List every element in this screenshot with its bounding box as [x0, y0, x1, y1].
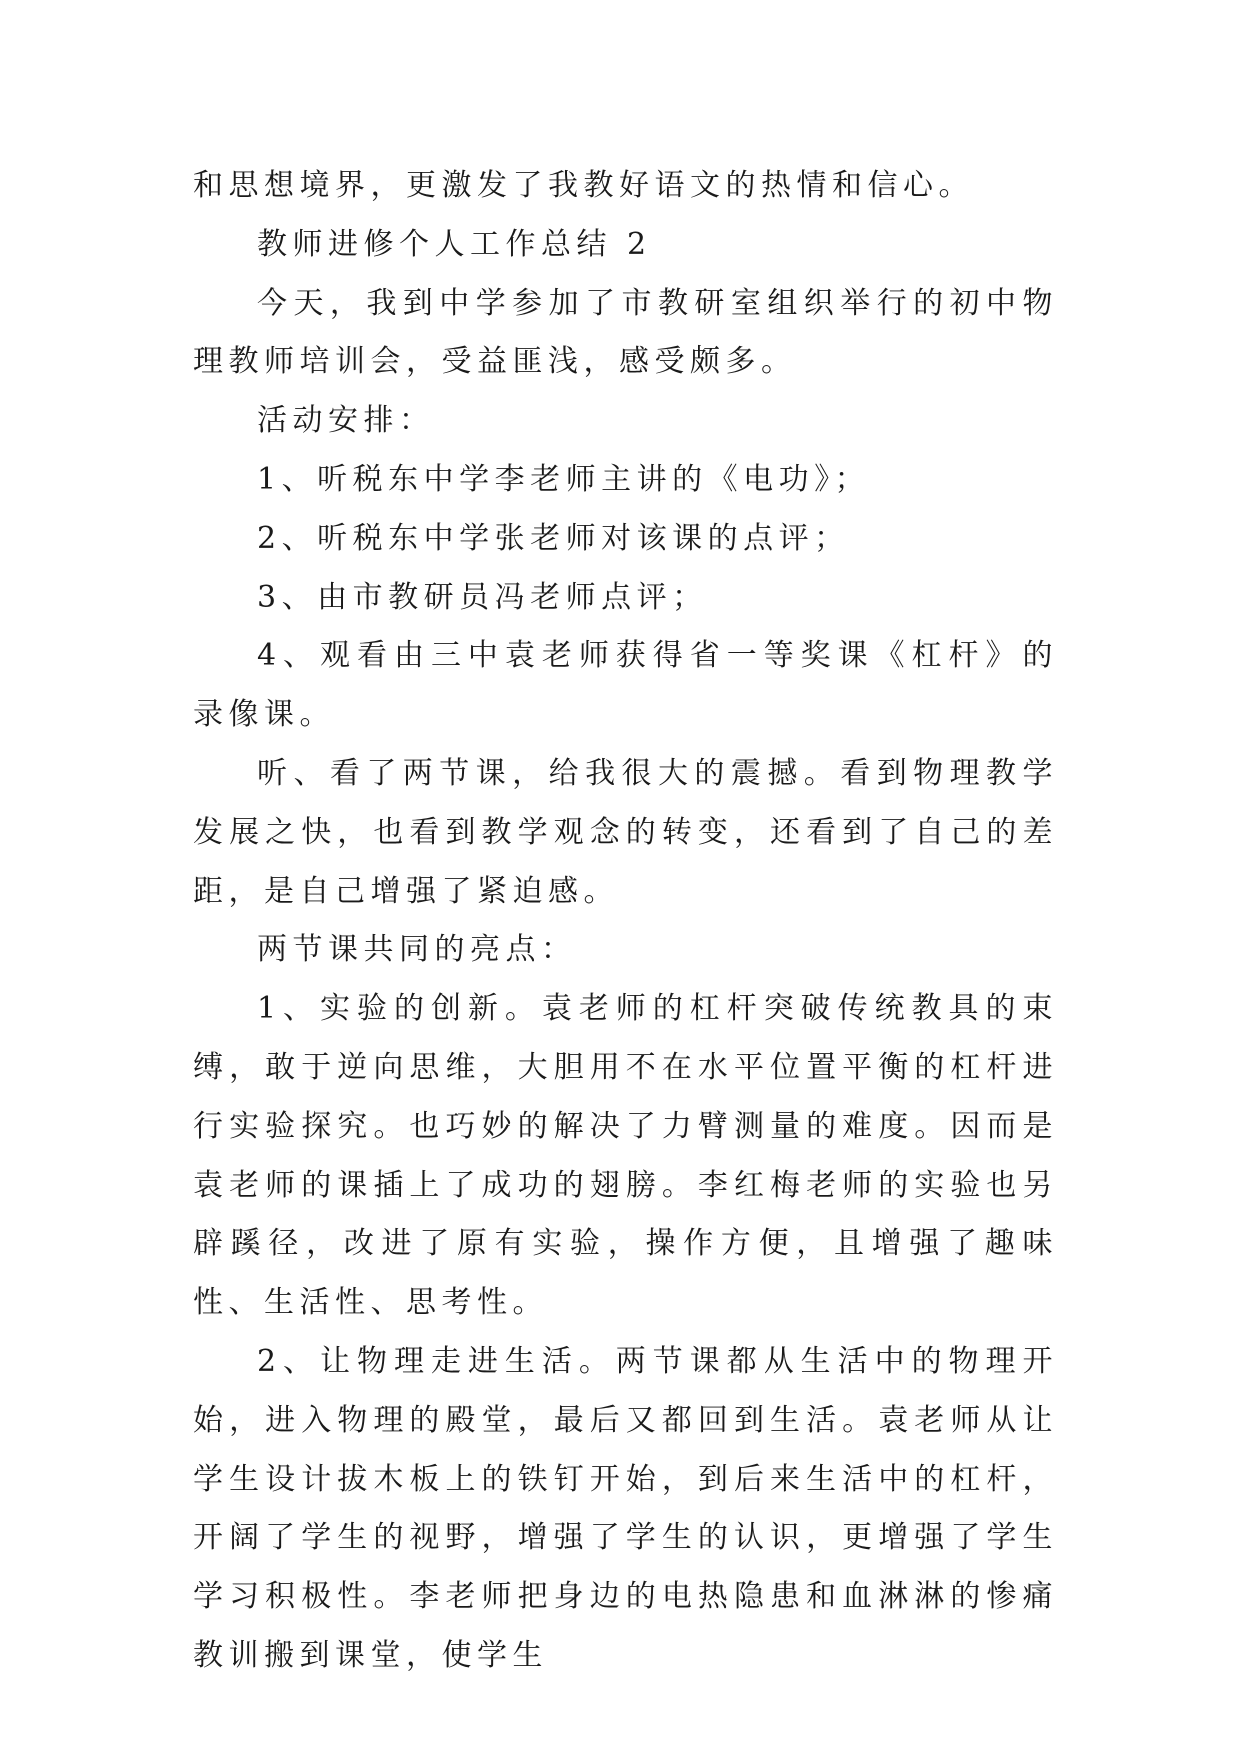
- paragraph-continuation: 和思想境界，更激发了我教好语文的热情和信心。: [193, 168, 974, 203]
- section-heading: 教师进修个人工作总结 2: [257, 226, 652, 262]
- paragraph: 今天，我到中学参加了市教研室组织举行的初中物理教师培训会，受益匪浅，感受颇多。: [193, 285, 1058, 380]
- list-item: 2、听税东中学张老师对该课的点评；: [257, 520, 850, 556]
- paragraph: 听、看了两节课，给我很大的震撼。看到物理教学发展之快，也看到教学观念的转变，还看到了自己的差距，是自己增强了紧迫感。: [193, 755, 1058, 909]
- list-item: 3、由市教研员冯老师点评；: [257, 579, 708, 615]
- list-item: 1、实验的创新。袁老师的杠杆突破传统教具的束缚，敢于逆向思维，大胆用不在水平位置平衡的杠杆进行实验探究。也巧妙的解决了力臂测量的难度。因而是袁老师的课插上了成功的翅膀。李红梅老师的实验也另辟蹊径，改进了原有实验，操作方便，且增强了趣味性、生活性、思考性。: [193, 991, 1058, 1321]
- list-item: 2、让物理走进生活。两节课都从生活中的物理开始，进入物理的殿堂，最后又都回到生活。袁老师从让学生设计拔木板上的铁钉开始，到后来生活中的杠杆，开阔了学生的视野，增强了学生的认识，更增强了学生学习积极性。李老师把身边的电热隐患和血淋淋的惨痛教训搬到课堂，使学生: [193, 1343, 1058, 1673]
- list-heading: 两节课共同的亮点：: [257, 932, 577, 968]
- list-heading: 活动安排：: [257, 403, 435, 439]
- document-body: [193, 157, 1058, 1686]
- list-item: 1、听税东中学李老师主讲的《电功》；: [257, 461, 871, 497]
- list-item: 4、观看由三中袁老师获得省一等奖课《杠杆》的录像课。: [193, 638, 1058, 733]
